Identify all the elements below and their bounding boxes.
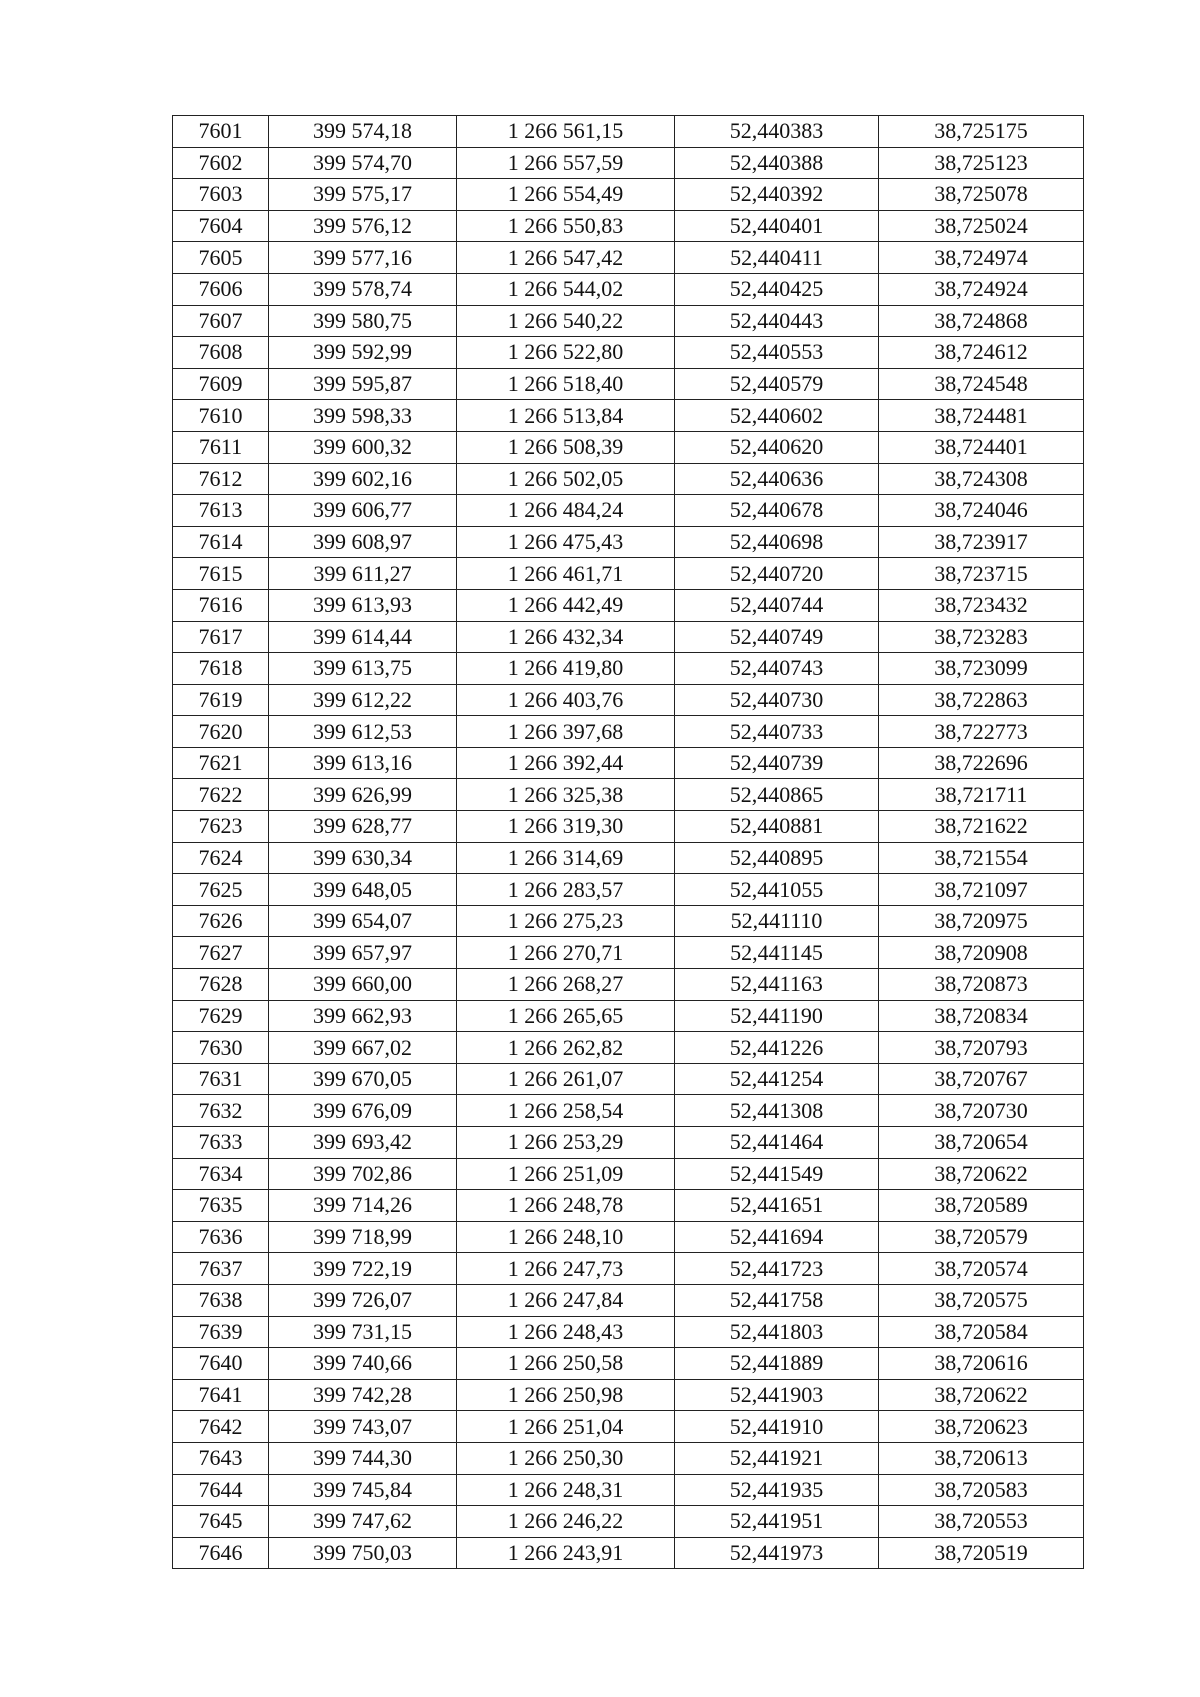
point-number-cell: 7631	[173, 1063, 269, 1095]
longitude-cell: 38,725078	[879, 179, 1084, 211]
table-row	[173, 842, 1084, 874]
y-coordinate-cell: 1 266 432,34	[457, 621, 675, 653]
table-row	[173, 1316, 1084, 1348]
latitude-cell: 52,440579	[675, 368, 879, 400]
latitude-cell: 52,440720	[675, 558, 879, 590]
latitude-cell: 52,441723	[675, 1253, 879, 1285]
table-row	[173, 1095, 1084, 1127]
latitude-cell: 52,441973	[675, 1537, 879, 1569]
table-row	[173, 210, 1084, 242]
latitude-cell: 52,440749	[675, 621, 879, 653]
latitude-cell: 52,441226	[675, 1032, 879, 1064]
table-row	[173, 747, 1084, 779]
longitude-cell: 38,724308	[879, 463, 1084, 495]
point-number-cell: 7633	[173, 1127, 269, 1159]
y-coordinate-cell: 1 266 243,91	[457, 1537, 675, 1569]
y-coordinate-cell: 1 266 540,22	[457, 305, 675, 337]
longitude-cell: 38,723432	[879, 589, 1084, 621]
x-coordinate-cell: 399 662,93	[269, 1000, 457, 1032]
table-row	[173, 1379, 1084, 1411]
y-coordinate-cell: 1 266 247,73	[457, 1253, 675, 1285]
point-number-cell: 7627	[173, 937, 269, 969]
x-coordinate-cell: 399 602,16	[269, 463, 457, 495]
table-row	[173, 400, 1084, 432]
x-coordinate-cell: 399 574,70	[269, 147, 457, 179]
point-number-cell: 7636	[173, 1221, 269, 1253]
y-coordinate-cell: 1 266 319,30	[457, 811, 675, 843]
longitude-cell: 38,720975	[879, 905, 1084, 937]
table-row	[173, 1411, 1084, 1443]
latitude-cell: 52,440383	[675, 116, 879, 148]
latitude-cell: 52,441055	[675, 874, 879, 906]
latitude-cell: 52,440425	[675, 273, 879, 305]
coordinates-table-body	[173, 116, 1084, 1569]
table-row	[173, 1190, 1084, 1222]
longitude-cell: 38,720654	[879, 1127, 1084, 1159]
y-coordinate-cell: 1 266 253,29	[457, 1127, 675, 1159]
x-coordinate-cell: 399 611,27	[269, 558, 457, 590]
y-coordinate-cell: 1 266 251,09	[457, 1158, 675, 1190]
table-row	[173, 558, 1084, 590]
point-number-cell: 7629	[173, 1000, 269, 1032]
y-coordinate-cell: 1 266 248,43	[457, 1316, 675, 1348]
point-number-cell: 7639	[173, 1316, 269, 1348]
longitude-cell: 38,721097	[879, 874, 1084, 906]
table-row	[173, 431, 1084, 463]
x-coordinate-cell: 399 578,74	[269, 273, 457, 305]
point-number-cell: 7637	[173, 1253, 269, 1285]
table-row	[173, 273, 1084, 305]
x-coordinate-cell: 399 745,84	[269, 1474, 457, 1506]
x-coordinate-cell: 399 613,75	[269, 653, 457, 685]
x-coordinate-cell: 399 722,19	[269, 1253, 457, 1285]
y-coordinate-cell: 1 266 250,58	[457, 1348, 675, 1380]
longitude-cell: 38,724481	[879, 400, 1084, 432]
longitude-cell: 38,725175	[879, 116, 1084, 148]
point-number-cell: 7635	[173, 1190, 269, 1222]
table-row	[173, 589, 1084, 621]
point-number-cell: 7615	[173, 558, 269, 590]
table-row	[173, 1442, 1084, 1474]
x-coordinate-cell: 399 718,99	[269, 1221, 457, 1253]
point-number-cell: 7616	[173, 589, 269, 621]
table-row	[173, 937, 1084, 969]
y-coordinate-cell: 1 266 419,80	[457, 653, 675, 685]
table-row	[173, 1537, 1084, 1569]
latitude-cell: 52,441110	[675, 905, 879, 937]
table-row	[173, 147, 1084, 179]
latitude-cell: 52,440620	[675, 431, 879, 463]
longitude-cell: 38,720583	[879, 1474, 1084, 1506]
x-coordinate-cell: 399 613,16	[269, 747, 457, 779]
y-coordinate-cell: 1 266 513,84	[457, 400, 675, 432]
point-number-cell: 7625	[173, 874, 269, 906]
table-row	[173, 305, 1084, 337]
y-coordinate-cell: 1 266 508,39	[457, 431, 675, 463]
latitude-cell: 52,440678	[675, 495, 879, 527]
point-number-cell: 7612	[173, 463, 269, 495]
x-coordinate-cell: 399 612,22	[269, 684, 457, 716]
point-number-cell: 7643	[173, 1442, 269, 1474]
point-number-cell: 7620	[173, 716, 269, 748]
latitude-cell: 52,440388	[675, 147, 879, 179]
x-coordinate-cell: 399 606,77	[269, 495, 457, 527]
table-row	[173, 684, 1084, 716]
latitude-cell: 52,440411	[675, 242, 879, 274]
point-number-cell: 7618	[173, 653, 269, 685]
longitude-cell: 38,720623	[879, 1411, 1084, 1443]
point-number-cell: 7609	[173, 368, 269, 400]
y-coordinate-cell: 1 266 250,30	[457, 1442, 675, 1474]
x-coordinate-cell: 399 576,12	[269, 210, 457, 242]
table-row	[173, 1032, 1084, 1064]
x-coordinate-cell: 399 600,32	[269, 431, 457, 463]
table-row	[173, 905, 1084, 937]
longitude-cell: 38,720730	[879, 1095, 1084, 1127]
longitude-cell: 38,720613	[879, 1442, 1084, 1474]
latitude-cell: 52,440744	[675, 589, 879, 621]
table-row	[173, 1474, 1084, 1506]
point-number-cell: 7624	[173, 842, 269, 874]
table-row	[173, 653, 1084, 685]
latitude-cell: 52,440401	[675, 210, 879, 242]
longitude-cell: 38,720834	[879, 1000, 1084, 1032]
point-number-cell: 7606	[173, 273, 269, 305]
longitude-cell: 38,720575	[879, 1284, 1084, 1316]
y-coordinate-cell: 1 266 442,49	[457, 589, 675, 621]
x-coordinate-cell: 399 744,30	[269, 1442, 457, 1474]
y-coordinate-cell: 1 266 248,10	[457, 1221, 675, 1253]
y-coordinate-cell: 1 266 248,78	[457, 1190, 675, 1222]
y-coordinate-cell: 1 266 251,04	[457, 1411, 675, 1443]
table-row	[173, 1253, 1084, 1285]
latitude-cell: 52,440602	[675, 400, 879, 432]
x-coordinate-cell: 399 648,05	[269, 874, 457, 906]
longitude-cell: 38,725024	[879, 210, 1084, 242]
latitude-cell: 52,441921	[675, 1442, 879, 1474]
y-coordinate-cell: 1 266 502,05	[457, 463, 675, 495]
latitude-cell: 52,440392	[675, 179, 879, 211]
point-number-cell: 7601	[173, 116, 269, 148]
y-coordinate-cell: 1 266 550,83	[457, 210, 675, 242]
coordinates-table	[172, 115, 1084, 1569]
latitude-cell: 52,440698	[675, 526, 879, 558]
x-coordinate-cell: 399 726,07	[269, 1284, 457, 1316]
y-coordinate-cell: 1 266 248,31	[457, 1474, 675, 1506]
latitude-cell: 52,441464	[675, 1127, 879, 1159]
table-row	[173, 463, 1084, 495]
point-number-cell: 7613	[173, 495, 269, 527]
latitude-cell: 52,441694	[675, 1221, 879, 1253]
longitude-cell: 38,723283	[879, 621, 1084, 653]
y-coordinate-cell: 1 266 261,07	[457, 1063, 675, 1095]
latitude-cell: 52,441935	[675, 1474, 879, 1506]
longitude-cell: 38,720616	[879, 1348, 1084, 1380]
longitude-cell: 38,723917	[879, 526, 1084, 558]
y-coordinate-cell: 1 266 403,76	[457, 684, 675, 716]
table-row	[173, 1506, 1084, 1538]
latitude-cell: 52,441549	[675, 1158, 879, 1190]
latitude-cell: 52,441803	[675, 1316, 879, 1348]
x-coordinate-cell: 399 626,99	[269, 779, 457, 811]
point-number-cell: 7611	[173, 431, 269, 463]
point-number-cell: 7610	[173, 400, 269, 432]
point-number-cell: 7641	[173, 1379, 269, 1411]
longitude-cell: 38,722773	[879, 716, 1084, 748]
table-row	[173, 779, 1084, 811]
latitude-cell: 52,440553	[675, 337, 879, 369]
longitude-cell: 38,720553	[879, 1506, 1084, 1538]
longitude-cell: 38,723099	[879, 653, 1084, 685]
table-row	[173, 1127, 1084, 1159]
latitude-cell: 52,441903	[675, 1379, 879, 1411]
table-row	[173, 1221, 1084, 1253]
x-coordinate-cell: 399 743,07	[269, 1411, 457, 1443]
x-coordinate-cell: 399 660,00	[269, 969, 457, 1001]
longitude-cell: 38,720908	[879, 937, 1084, 969]
table-row	[173, 337, 1084, 369]
table-row	[173, 621, 1084, 653]
y-coordinate-cell: 1 266 314,69	[457, 842, 675, 874]
y-coordinate-cell: 1 266 547,42	[457, 242, 675, 274]
table-row	[173, 1063, 1084, 1095]
x-coordinate-cell: 399 693,42	[269, 1127, 457, 1159]
latitude-cell: 52,440739	[675, 747, 879, 779]
y-coordinate-cell: 1 266 557,59	[457, 147, 675, 179]
longitude-cell: 38,720589	[879, 1190, 1084, 1222]
x-coordinate-cell: 399 580,75	[269, 305, 457, 337]
longitude-cell: 38,724612	[879, 337, 1084, 369]
longitude-cell: 38,720622	[879, 1158, 1084, 1190]
point-number-cell: 7644	[173, 1474, 269, 1506]
latitude-cell: 52,440881	[675, 811, 879, 843]
x-coordinate-cell: 399 628,77	[269, 811, 457, 843]
y-coordinate-cell: 1 266 268,27	[457, 969, 675, 1001]
y-coordinate-cell: 1 266 247,84	[457, 1284, 675, 1316]
longitude-cell: 38,720873	[879, 969, 1084, 1001]
point-number-cell: 7638	[173, 1284, 269, 1316]
table-row	[173, 116, 1084, 148]
y-coordinate-cell: 1 266 561,15	[457, 116, 675, 148]
y-coordinate-cell: 1 266 283,57	[457, 874, 675, 906]
longitude-cell: 38,724401	[879, 431, 1084, 463]
table-row	[173, 1348, 1084, 1380]
latitude-cell: 52,441651	[675, 1190, 879, 1222]
x-coordinate-cell: 399 612,53	[269, 716, 457, 748]
point-number-cell: 7640	[173, 1348, 269, 1380]
latitude-cell: 52,440895	[675, 842, 879, 874]
longitude-cell: 38,724868	[879, 305, 1084, 337]
table-row	[173, 874, 1084, 906]
x-coordinate-cell: 399 731,15	[269, 1316, 457, 1348]
x-coordinate-cell: 399 676,09	[269, 1095, 457, 1127]
y-coordinate-cell: 1 266 275,23	[457, 905, 675, 937]
longitude-cell: 38,724548	[879, 368, 1084, 400]
x-coordinate-cell: 399 577,16	[269, 242, 457, 274]
longitude-cell: 38,724046	[879, 495, 1084, 527]
latitude-cell: 52,441190	[675, 1000, 879, 1032]
longitude-cell: 38,721554	[879, 842, 1084, 874]
table-row	[173, 969, 1084, 1001]
table-row	[173, 716, 1084, 748]
longitude-cell: 38,722863	[879, 684, 1084, 716]
y-coordinate-cell: 1 266 270,71	[457, 937, 675, 969]
longitude-cell: 38,720767	[879, 1063, 1084, 1095]
point-number-cell: 7608	[173, 337, 269, 369]
table-row	[173, 368, 1084, 400]
longitude-cell: 38,723715	[879, 558, 1084, 590]
x-coordinate-cell: 399 702,86	[269, 1158, 457, 1190]
y-coordinate-cell: 1 266 461,71	[457, 558, 675, 590]
longitude-cell: 38,721711	[879, 779, 1084, 811]
table-row	[173, 495, 1084, 527]
table-row	[173, 242, 1084, 274]
latitude-cell: 52,440636	[675, 463, 879, 495]
x-coordinate-cell: 399 714,26	[269, 1190, 457, 1222]
x-coordinate-cell: 399 575,17	[269, 179, 457, 211]
table-row	[173, 1284, 1084, 1316]
y-coordinate-cell: 1 266 250,98	[457, 1379, 675, 1411]
x-coordinate-cell: 399 670,05	[269, 1063, 457, 1095]
y-coordinate-cell: 1 266 325,38	[457, 779, 675, 811]
point-number-cell: 7607	[173, 305, 269, 337]
point-number-cell: 7634	[173, 1158, 269, 1190]
point-number-cell: 7628	[173, 969, 269, 1001]
table-row	[173, 1000, 1084, 1032]
latitude-cell: 52,440865	[675, 779, 879, 811]
x-coordinate-cell: 399 742,28	[269, 1379, 457, 1411]
x-coordinate-cell: 399 614,44	[269, 621, 457, 653]
x-coordinate-cell: 399 667,02	[269, 1032, 457, 1064]
longitude-cell: 38,722696	[879, 747, 1084, 779]
y-coordinate-cell: 1 266 265,65	[457, 1000, 675, 1032]
y-coordinate-cell: 1 266 522,80	[457, 337, 675, 369]
point-number-cell: 7614	[173, 526, 269, 558]
y-coordinate-cell: 1 266 392,44	[457, 747, 675, 779]
latitude-cell: 52,440730	[675, 684, 879, 716]
x-coordinate-cell: 399 613,93	[269, 589, 457, 621]
point-number-cell: 7619	[173, 684, 269, 716]
x-coordinate-cell: 399 657,97	[269, 937, 457, 969]
longitude-cell: 38,721622	[879, 811, 1084, 843]
x-coordinate-cell: 399 630,34	[269, 842, 457, 874]
point-number-cell: 7617	[173, 621, 269, 653]
point-number-cell: 7642	[173, 1411, 269, 1443]
point-number-cell: 7622	[173, 779, 269, 811]
x-coordinate-cell: 399 608,97	[269, 526, 457, 558]
y-coordinate-cell: 1 266 397,68	[457, 716, 675, 748]
x-coordinate-cell: 399 740,66	[269, 1348, 457, 1380]
y-coordinate-cell: 1 266 518,40	[457, 368, 675, 400]
longitude-cell: 38,724924	[879, 273, 1084, 305]
latitude-cell: 52,440733	[675, 716, 879, 748]
x-coordinate-cell: 399 598,33	[269, 400, 457, 432]
y-coordinate-cell: 1 266 544,02	[457, 273, 675, 305]
table-row	[173, 179, 1084, 211]
table-row	[173, 526, 1084, 558]
point-number-cell: 7605	[173, 242, 269, 274]
latitude-cell: 52,441254	[675, 1063, 879, 1095]
y-coordinate-cell: 1 266 554,49	[457, 179, 675, 211]
latitude-cell: 52,441889	[675, 1348, 879, 1380]
y-coordinate-cell: 1 266 258,54	[457, 1095, 675, 1127]
x-coordinate-cell: 399 595,87	[269, 368, 457, 400]
longitude-cell: 38,720519	[879, 1537, 1084, 1569]
longitude-cell: 38,720793	[879, 1032, 1084, 1064]
latitude-cell: 52,440443	[675, 305, 879, 337]
longitude-cell: 38,724974	[879, 242, 1084, 274]
latitude-cell: 52,441758	[675, 1284, 879, 1316]
x-coordinate-cell: 399 750,03	[269, 1537, 457, 1569]
point-number-cell: 7645	[173, 1506, 269, 1538]
latitude-cell: 52,441910	[675, 1411, 879, 1443]
point-number-cell: 7602	[173, 147, 269, 179]
point-number-cell: 7604	[173, 210, 269, 242]
longitude-cell: 38,720584	[879, 1316, 1084, 1348]
y-coordinate-cell: 1 266 475,43	[457, 526, 675, 558]
latitude-cell: 52,440743	[675, 653, 879, 685]
longitude-cell: 38,720622	[879, 1379, 1084, 1411]
point-number-cell: 7646	[173, 1537, 269, 1569]
table-row	[173, 1158, 1084, 1190]
x-coordinate-cell: 399 574,18	[269, 116, 457, 148]
latitude-cell: 52,441308	[675, 1095, 879, 1127]
longitude-cell: 38,720574	[879, 1253, 1084, 1285]
point-number-cell: 7630	[173, 1032, 269, 1064]
point-number-cell: 7603	[173, 179, 269, 211]
point-number-cell: 7626	[173, 905, 269, 937]
longitude-cell: 38,720579	[879, 1221, 1084, 1253]
longitude-cell: 38,725123	[879, 147, 1084, 179]
latitude-cell: 52,441951	[675, 1506, 879, 1538]
latitude-cell: 52,441145	[675, 937, 879, 969]
x-coordinate-cell: 399 592,99	[269, 337, 457, 369]
point-number-cell: 7623	[173, 811, 269, 843]
latitude-cell: 52,441163	[675, 969, 879, 1001]
table-row	[173, 811, 1084, 843]
point-number-cell: 7632	[173, 1095, 269, 1127]
point-number-cell: 7621	[173, 747, 269, 779]
y-coordinate-cell: 1 266 484,24	[457, 495, 675, 527]
x-coordinate-cell: 399 654,07	[269, 905, 457, 937]
x-coordinate-cell: 399 747,62	[269, 1506, 457, 1538]
y-coordinate-cell: 1 266 246,22	[457, 1506, 675, 1538]
y-coordinate-cell: 1 266 262,82	[457, 1032, 675, 1064]
